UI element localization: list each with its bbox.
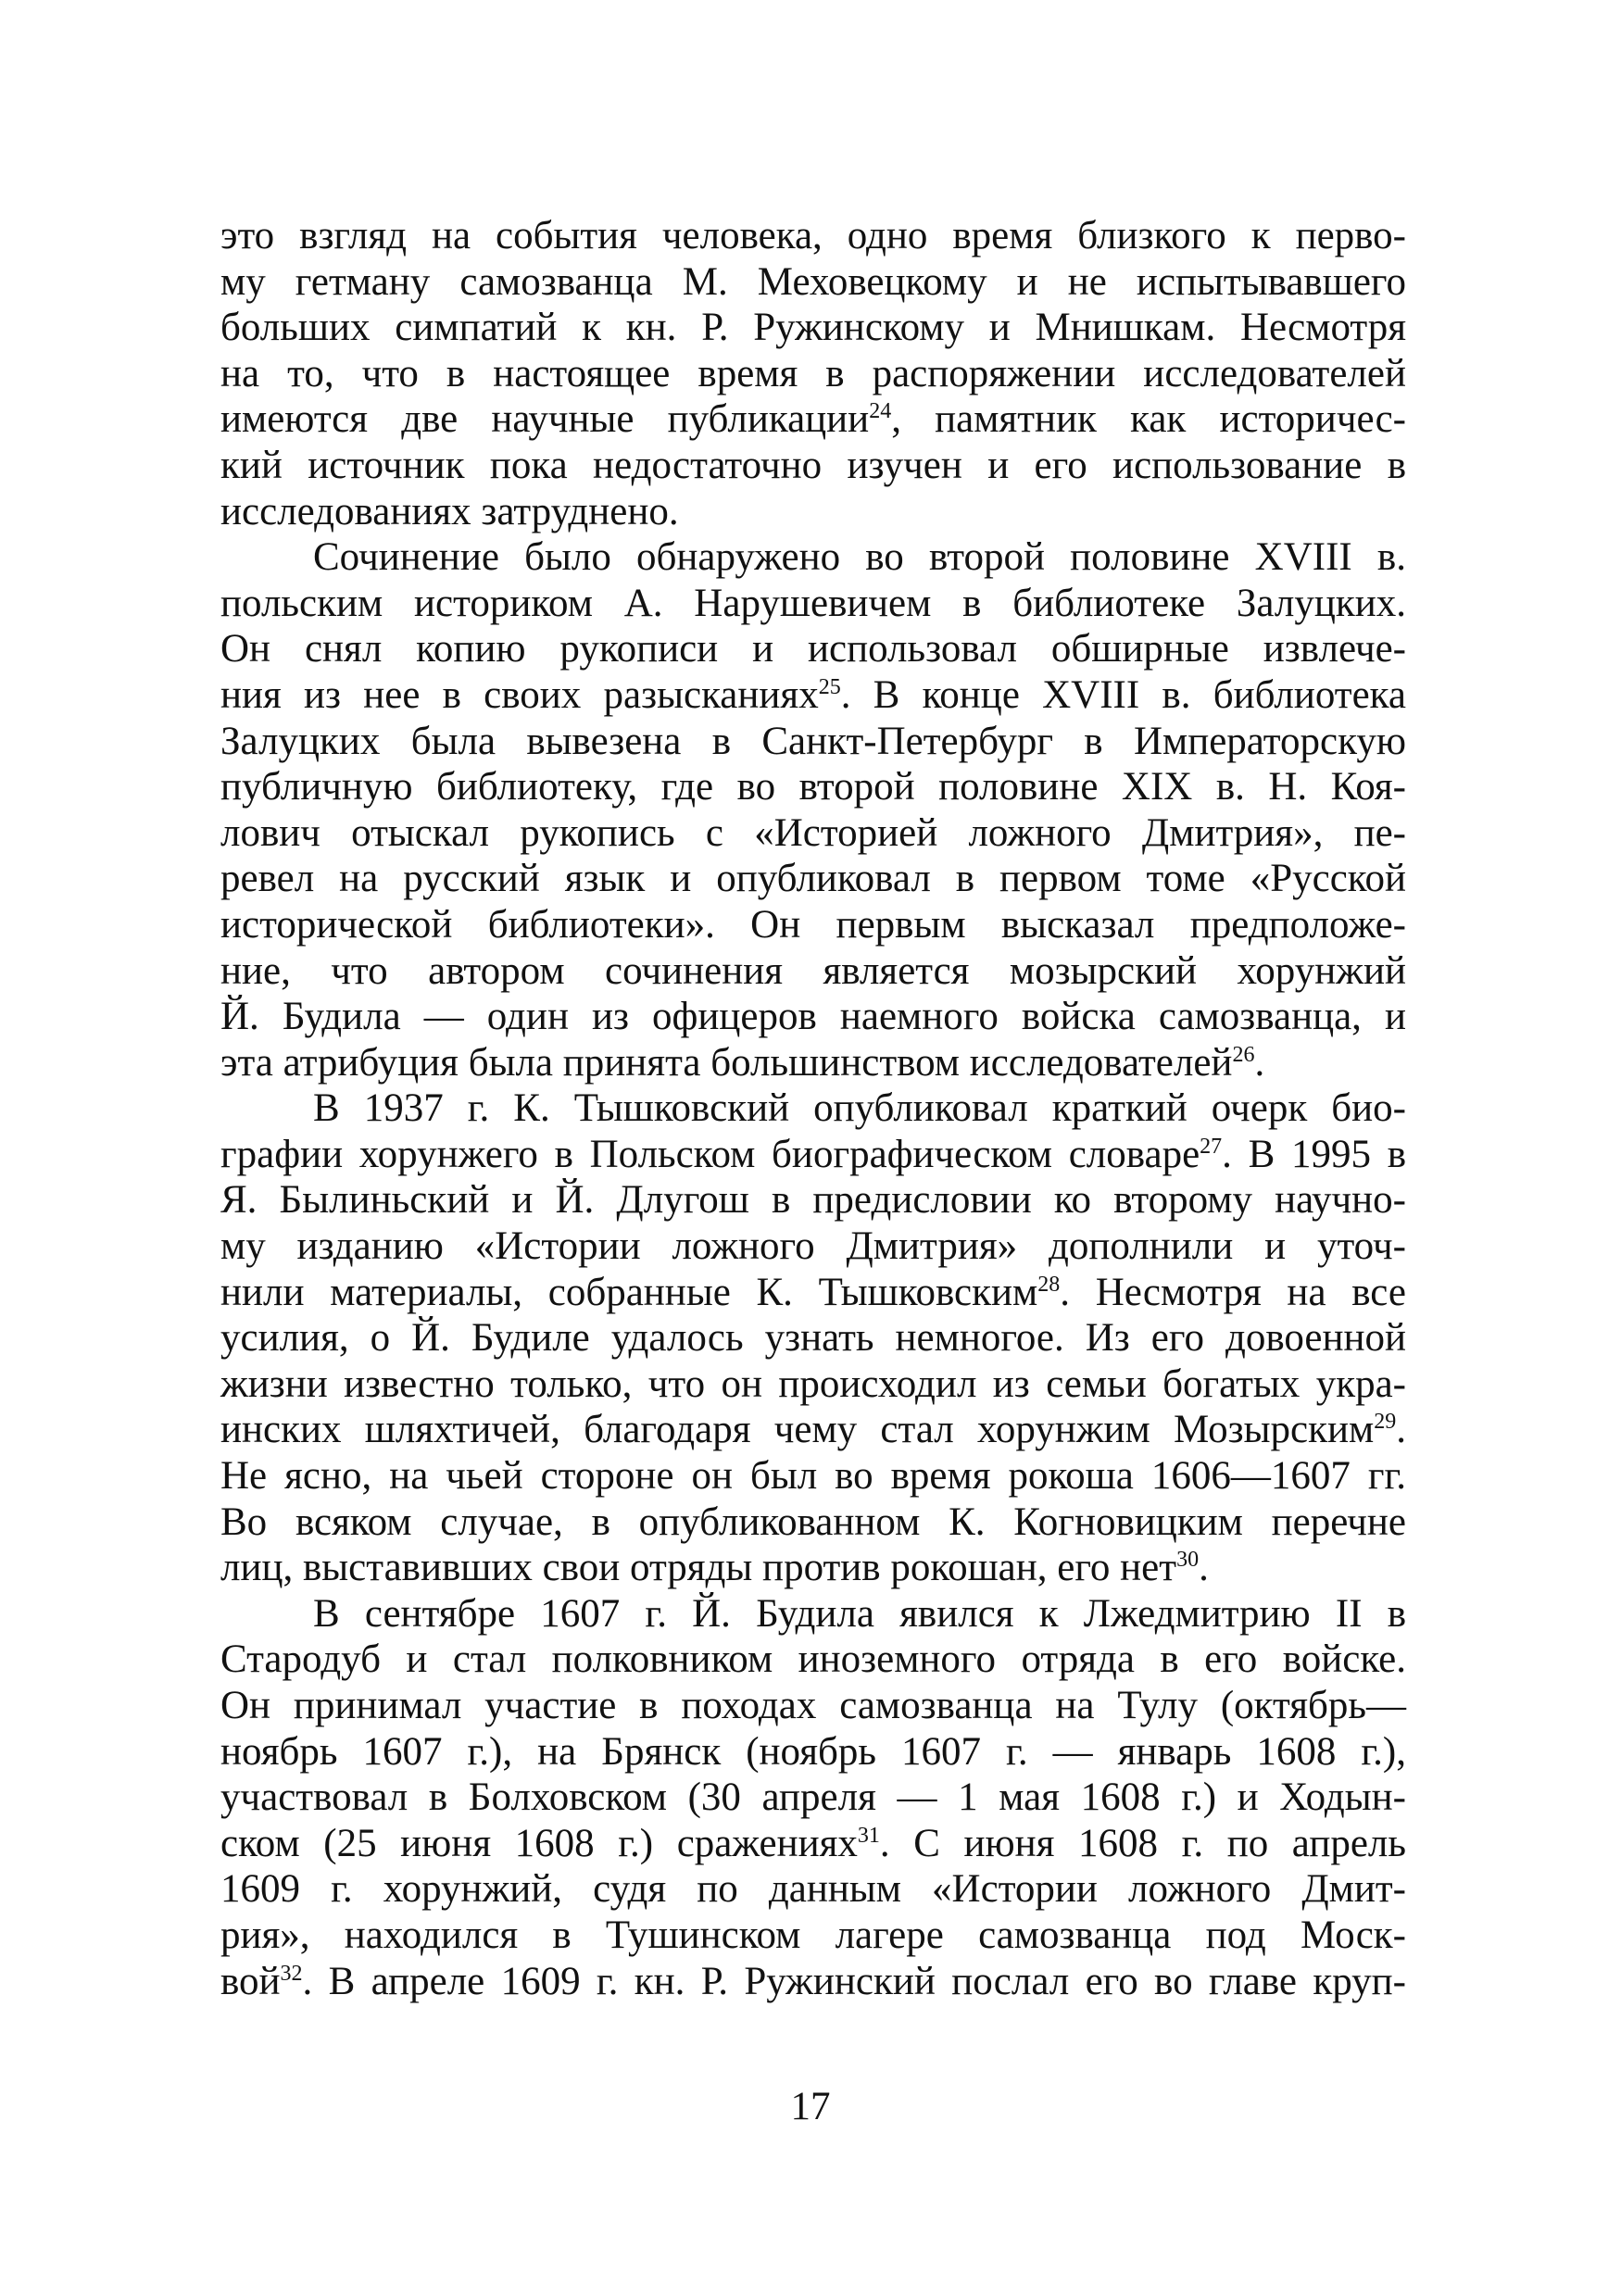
text-line: [220, 1407, 1406, 1453]
text-line: [220, 1821, 1406, 1867]
text-line: [220, 1545, 1406, 1591]
text-segment: .: [1254, 1040, 1265, 1085]
paragraph: [220, 534, 1406, 1085]
text-segment: усилия, о Й. Будиле удалось узнать немногое. Из его довоенной: [220, 1316, 1406, 1361]
text-segment: Не ясно, на чьей стороне он был во время рокоша 1606—1607 гг.: [220, 1454, 1406, 1499]
text-line: [220, 305, 1406, 351]
text-segment: исторической библиотеки». Он первым высказал предположе-: [220, 902, 1406, 947]
footnote-ref: 31: [857, 1823, 880, 1848]
text-line: [220, 351, 1406, 397]
footnote-ref: 27: [1200, 1134, 1223, 1159]
page-number: 17: [790, 2085, 831, 2128]
text-segment: лиц, выставивших свои отряды против рокошан, его нет: [220, 1546, 1177, 1590]
text-line: [220, 396, 1406, 443]
footnote-ref: 25: [818, 674, 841, 699]
text-segment: имеются две научные публикации: [220, 397, 870, 442]
text-segment: Он снял копию рукописи и использовал обширные извлече-: [220, 627, 1406, 671]
footnote-ref: 30: [1176, 1548, 1200, 1573]
text-segment: это взгляд на события человека, одно время близкого к перво-: [220, 214, 1406, 257]
text-segment: кий источник пока недостаточно изучен и его использование в: [220, 443, 1406, 487]
text-segment: ревел на русский язык и опубликовал в первом томе «Русской: [220, 857, 1406, 901]
text-line: [220, 1637, 1406, 1683]
text-segment: В 1937 г. К. Тышковский опубликовал краткий очерк био-: [313, 1086, 1406, 1131]
text-segment: . В апреле 1609 г. кн. Р. Ружинский послал его во главе круп-: [302, 1959, 1406, 2003]
text-line: [220, 1866, 1406, 1913]
paragraph: [220, 1085, 1406, 1591]
text-segment: вой: [220, 1959, 281, 2003]
text-segment: .: [1396, 1408, 1406, 1452]
text-segment: ние, что автором сочинения является мозырский хорунжий: [220, 948, 1406, 993]
text-line: [220, 672, 1406, 719]
text-segment: В сентябре 1607 г. Й. Будила явился к Лжедмитрию II в: [313, 1591, 1406, 1636]
text-segment: му изданию «Истории ложного Дмитрия» дополнили и уточ-: [220, 1224, 1406, 1269]
text-line: [220, 1729, 1406, 1775]
text-line: [220, 1361, 1406, 1408]
text-segment: ноябрь 1607 г.), на Брянск (ноябрь 1607 г. — январь 1608 г.),: [220, 1729, 1406, 1774]
text-segment: жизни известно только, что он происходил из семьи богатых укра-: [220, 1361, 1406, 1406]
text-line: [220, 948, 1406, 995]
text-segment: участвовал в Болховском (30 апреля — 1 мая 1608 г.) и Ходын-: [220, 1775, 1406, 1820]
text-segment: эта атрибуция была принята большинством исследователей: [220, 1040, 1233, 1085]
page-body: [220, 213, 1406, 2004]
text-segment: лович отыскал рукопись с «Историей ложного Дмитрия», пе-: [220, 810, 1406, 855]
text-line: [220, 1085, 1406, 1132]
text-line: [220, 1913, 1406, 1959]
text-segment: Он принимал участие в походах самозванца на Тулу (октябрь—: [220, 1684, 1406, 1727]
text-line: [220, 1591, 1406, 1637]
text-line: [220, 1270, 1406, 1316]
text-line: [220, 1177, 1406, 1223]
text-line: [220, 1315, 1406, 1361]
text-line: [220, 1223, 1406, 1270]
text-segment: графии хорунжего в Польском биографическом словаре: [220, 1132, 1200, 1176]
text-segment: Залуцких была вывезена в Санкт-Петербург в Императорскую: [220, 719, 1406, 763]
text-segment: Сочинение было обнаружено во второй половине XVIII в.: [313, 535, 1406, 580]
text-segment: 1609 г. хорунжий, судя по данным «Истории ложного Дмит-: [220, 1867, 1406, 1912]
text-line: [220, 626, 1406, 672]
text-line: [220, 1959, 1406, 2005]
text-line: [220, 902, 1406, 948]
text-line: [220, 856, 1406, 902]
footnote-ref: 26: [1232, 1042, 1255, 1067]
text-segment: рия», находился в Тушинском лагере самозванца под Моск-: [220, 1913, 1406, 1957]
text-segment: польским историком А. Нарушевичем в библиотеке Залуцких.: [220, 581, 1406, 625]
text-line: [220, 1499, 1406, 1546]
text-line: [220, 581, 1406, 627]
footnote-ref: 28: [1037, 1272, 1061, 1297]
text-line: [220, 1453, 1406, 1499]
text-line: [220, 1132, 1406, 1178]
text-segment: . В 1995 в: [1222, 1132, 1407, 1176]
text-line: [220, 213, 1406, 259]
footnote-ref: 29: [1374, 1410, 1397, 1435]
text-segment: . Несмотря на все: [1060, 1270, 1406, 1314]
text-line: [220, 489, 1406, 535]
text-segment: больших симпатий к кн. Р. Ружинскому и Мнишкам. Несмотря: [220, 306, 1406, 350]
paragraph: [220, 1591, 1406, 2004]
text-segment: на то, что в настоящее время в распоряжении исследователей: [220, 351, 1406, 395]
text-segment: нили материалы, собранные К. Тышковским: [220, 1270, 1038, 1314]
text-line: [220, 534, 1406, 581]
text-segment: Стародуб и стал полковником иноземного отряда в его войске.: [220, 1637, 1406, 1682]
text-segment: публичную библиотеку, где во второй половине XIX в. Н. Коя-: [220, 765, 1406, 809]
text-segment: . С июня 1608 г. по апрель: [879, 1821, 1406, 1865]
text-segment: му гетману самозванца М. Меховецкому и не испытывавшего: [220, 259, 1406, 304]
text-segment: Я. Былиньский и Й. Длугош в предисловии ко второму научно-: [220, 1178, 1406, 1223]
text-segment: Й. Будила — один из офицеров наемного войска самозванца, и: [220, 995, 1406, 1039]
footnote-ref: 24: [869, 399, 892, 424]
text-segment: инских шляхтичей, благодаря чему стал хорунжим Мозырским: [220, 1408, 1375, 1452]
text-line: [220, 443, 1406, 489]
text-segment: , памятник как историчес-: [891, 397, 1407, 442]
text-line: [220, 810, 1406, 857]
text-segment: ском (25 июня 1608 г.) сражениях: [220, 1821, 858, 1865]
text-line: [220, 764, 1406, 810]
text-segment: Во всяком случае, в опубликованном К. Когновицким перечне: [220, 1499, 1406, 1544]
text-segment: исследованиях затруднено.: [220, 489, 679, 533]
paragraph: [220, 213, 1406, 534]
text-segment: . В конце XVIII в. библиотека: [840, 672, 1406, 717]
text-segment: .: [1199, 1546, 1209, 1590]
text-segment: ния из нее в своих разысканиях: [220, 672, 819, 717]
text-line: [220, 719, 1406, 765]
text-line: [220, 994, 1406, 1040]
text-line: [220, 1775, 1406, 1821]
text-line: [220, 1040, 1406, 1086]
footnote-ref: 32: [280, 1961, 303, 1986]
text-line: [220, 1683, 1406, 1729]
text-line: [220, 259, 1406, 306]
